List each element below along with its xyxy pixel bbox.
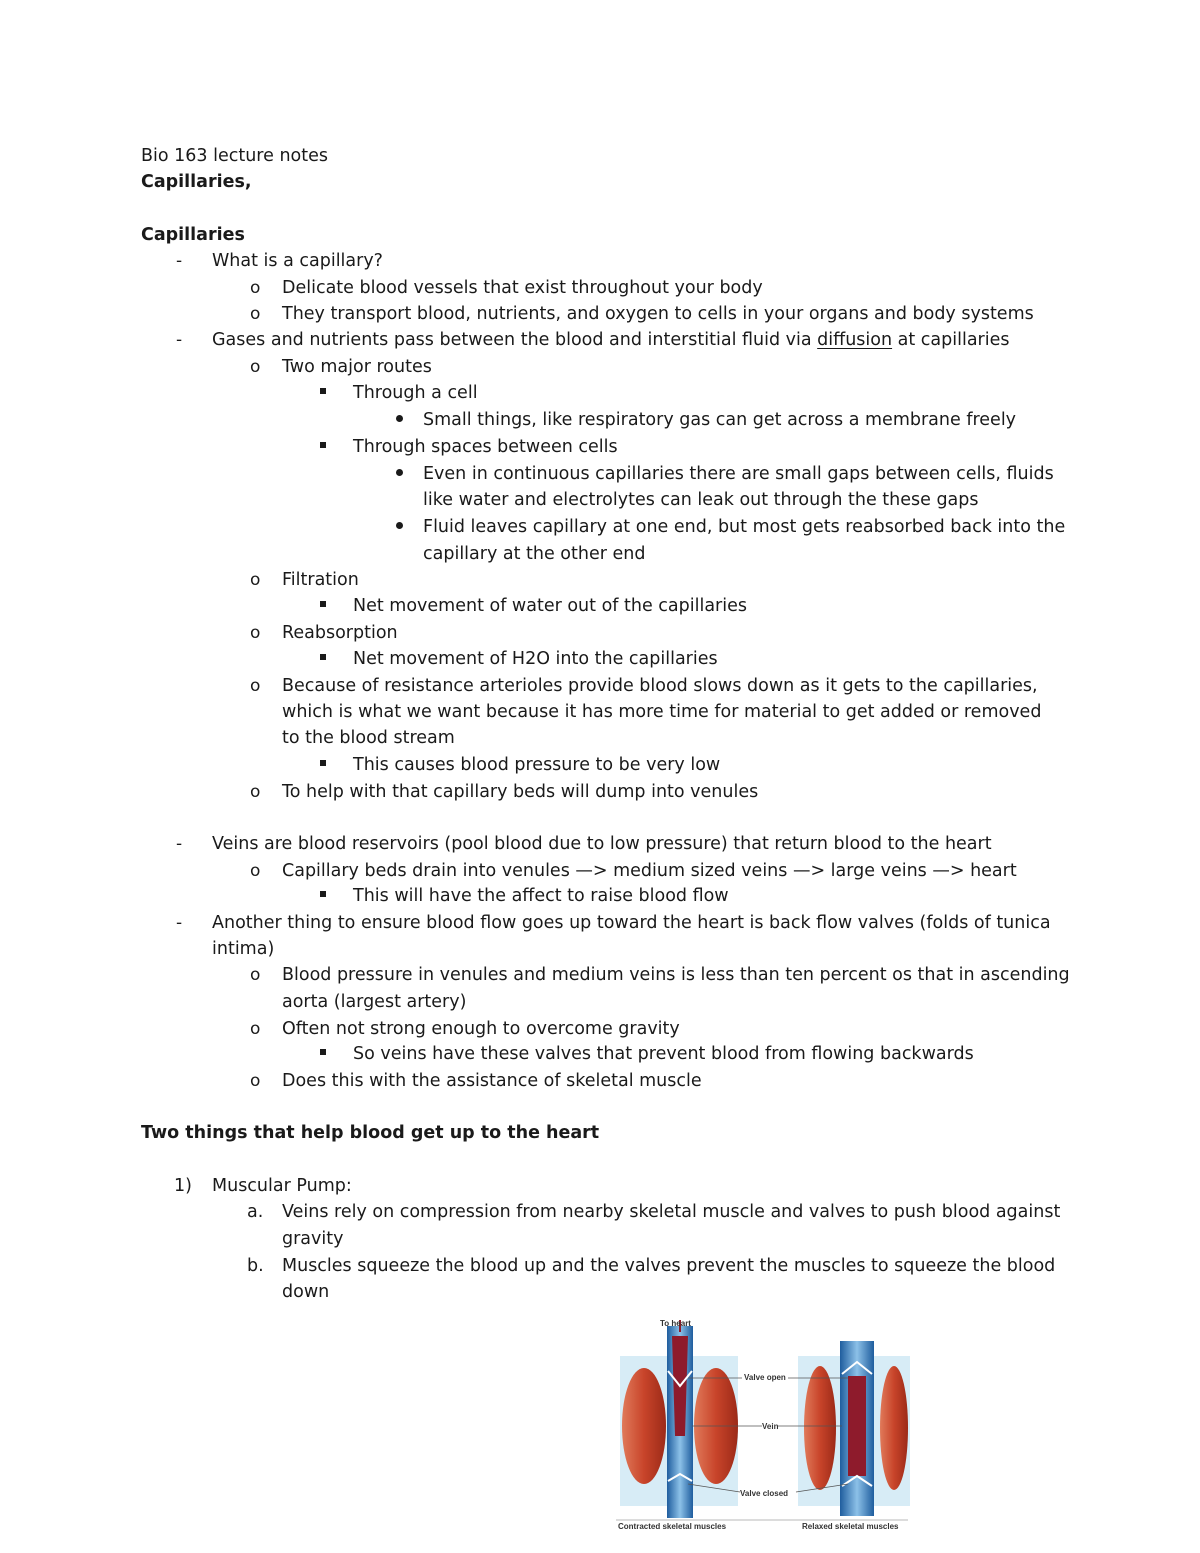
muscle-contracted-left: [622, 1368, 666, 1484]
square-bullet-icon: [320, 388, 326, 394]
gravity-detail: So veins have these valves that prevent blood from flowing backwards: [353, 1044, 974, 1064]
dash-bullet: -: [176, 913, 183, 933]
label-valve-closed: Valve closed: [740, 1489, 789, 1498]
course-title: Bio 163 lecture notes: [141, 146, 328, 166]
pressure-text: Blood pressure in venules and medium veins is less than ten percent os that in ascending: [282, 965, 1070, 985]
sub-item-b-cont: down: [282, 1282, 330, 1302]
routes-label: Two major routes: [282, 357, 432, 377]
section-heading-two-things: Two things that help blood get up to the heart: [141, 1123, 600, 1143]
round-bullet-icon: [396, 415, 403, 422]
circle-bullet: o: [250, 623, 261, 643]
sub-item-marker: b.: [247, 1256, 264, 1276]
muscle-relaxed-left: [804, 1366, 836, 1490]
caption-relaxed: Relaxed skeletal muscles: [802, 1522, 899, 1531]
dash-bullet: -: [176, 834, 183, 854]
circle-bullet: o: [250, 278, 261, 298]
drain-text: Capillary beds drain into venules —> medium sized veins —> large veins —> heart: [282, 861, 1017, 881]
reabsorption-label: Reabsorption: [282, 623, 398, 643]
sub-item-a: Veins rely on compression from nearby skeletal muscle and valves to push blood against: [282, 1202, 1061, 1222]
label-valve-open: Valve open: [744, 1373, 786, 1382]
circle-bullet: o: [250, 570, 261, 590]
round-bullet-icon: [396, 522, 403, 529]
label-to-heart: To heart: [660, 1319, 691, 1328]
resistance-detail: This causes blood pressure to be very low: [353, 755, 721, 775]
caption-contracted: Contracted skeletal muscles: [618, 1522, 727, 1531]
gravity-text: Often not strong enough to overcome gravity: [282, 1019, 680, 1039]
sub-item-b: Muscles squeeze the blood up and the valves prevent the muscles to squeeze the blood: [282, 1256, 1056, 1276]
route-detail-cont: like water and electrolytes can leak out through the these gaps: [423, 490, 979, 510]
backflow-text: Another thing to ensure blood flow goes up toward the heart is back flow valves (folds of tunica: [212, 913, 1051, 933]
question-capillary: What is a capillary?: [212, 251, 383, 271]
section-heading-capillaries: Capillaries: [141, 225, 245, 245]
circle-bullet: o: [250, 861, 261, 881]
circle-bullet: o: [250, 1019, 261, 1039]
pressure-text-cont: aorta (largest artery): [282, 992, 467, 1012]
resistance-text-cont: which is what we want because it has more time for material to get added or removed: [282, 702, 1042, 722]
document-subtitle: Capillaries,: [141, 172, 252, 192]
square-bullet-icon: [320, 1049, 326, 1055]
circle-bullet: o: [250, 782, 261, 802]
gases-statement: [212, 327, 1010, 353]
square-bullet-icon: [320, 891, 326, 897]
gases-post: at capillaries: [892, 330, 1010, 350]
gases-pre: Gases and nutrients pass between the blood and interstitial fluid via: [212, 330, 818, 350]
sub-item-marker: a.: [247, 1202, 264, 1222]
veins-reservoirs: Veins are blood reservoirs (pool blood due to low pressure) that return blood to the heart: [212, 834, 992, 854]
item-number: 1): [174, 1176, 192, 1196]
label-vein: Vein: [762, 1422, 779, 1431]
circle-bullet: o: [250, 304, 261, 324]
circle-bullet: o: [250, 676, 261, 696]
route-detail-cont: capillary at the other end: [423, 544, 646, 564]
circle-bullet: o: [250, 357, 261, 377]
circle-bullet: o: [250, 965, 261, 985]
muscle-pump-figure: [612, 1316, 912, 1532]
filtration-detail: Net movement of water out of the capillaries: [353, 596, 747, 616]
resistance-text-cont: to the blood stream: [282, 728, 455, 748]
filtration-label: Filtration: [282, 570, 359, 590]
reabsorption-detail: Net movement of H2O into the capillaries: [353, 649, 718, 669]
dump-text: To help with that capillary beds will dump into venules: [282, 782, 759, 802]
backflow-text-cont: intima): [212, 939, 275, 959]
route-detail: Fluid leaves capillary at one end, but most gets reabsorbed back into the: [423, 517, 1066, 537]
blood-column-right: [848, 1376, 866, 1476]
square-bullet-icon: [320, 654, 326, 660]
dash-bullet: -: [176, 330, 183, 350]
drain-detail: This will have the affect to raise blood flow: [353, 886, 729, 906]
resistance-text: Because of resistance arterioles provide blood slows down as it gets to the capillaries,: [282, 676, 1038, 696]
item-label: Muscular Pump:: [212, 1176, 352, 1196]
diffusion-term: diffusion: [817, 330, 893, 350]
list-item: Delicate blood vessels that exist throughout your body: [282, 278, 763, 298]
muscle-pump-illustration: [612, 1316, 912, 1532]
route-detail: Small things, like respiratory gas can get across a membrane freely: [423, 410, 1017, 430]
assist-text: Does this with the assistance of skeletal muscle: [282, 1071, 702, 1091]
muscle-relaxed-right: [880, 1366, 908, 1490]
route-through-cell: Through a cell: [353, 383, 478, 403]
circle-bullet: o: [250, 1071, 261, 1091]
round-bullet-icon: [396, 469, 403, 476]
square-bullet-icon: [320, 601, 326, 607]
list-item: They transport blood, nutrients, and oxygen to cells in your organs and body systems: [282, 304, 1034, 324]
route-between-cells: Through spaces between cells: [353, 437, 618, 457]
dash-bullet: -: [176, 251, 183, 271]
sub-item-a-cont: gravity: [282, 1229, 344, 1249]
square-bullet-icon: [320, 760, 326, 766]
square-bullet-icon: [320, 442, 326, 448]
route-detail: Even in continuous capillaries there are small gaps between cells, fluids: [423, 464, 1054, 484]
